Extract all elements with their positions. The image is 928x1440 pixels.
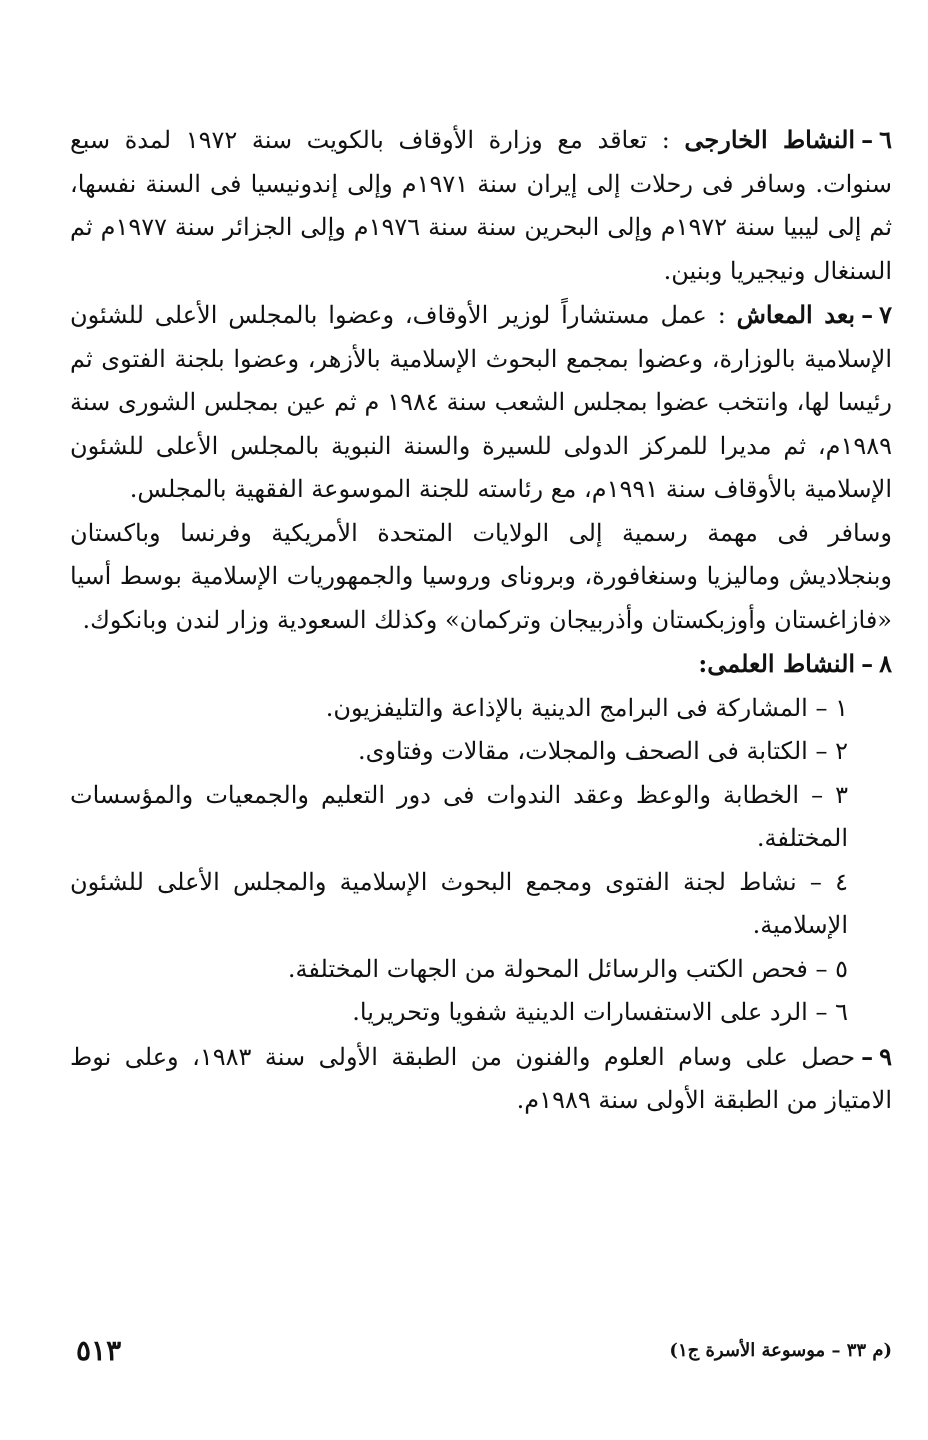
section-number: ٦ [879, 125, 892, 154]
section-7-continuation: وسافر فى مهمة رسمية إلى الولايات المتحدة الأمريكية وفرنسا وباكستان وبنجلاديش وماليزيا وسنغافورة، وبروناى وروسيا والجمهوريات الإسلامية بوسط أسيا «فازاغستان وأوزبكستان وأذربيجان وتركمان» وكذلك السعودية وزار لندن وبانكوك. [70, 518, 892, 634]
section-text: حصل على وسام العلوم والفنون من الطبقة الأولى سنة ١٩٨٣، وعلى نوط الامتياز من الطبقة الأولى سنة ١٩٨٩م. [70, 1042, 892, 1114]
list-item: ٢ – الكتابة فى الصحف والمجلات، مقالات وفتاوى. [357, 737, 848, 765]
section-heading: النشاط العلمى: [698, 649, 856, 678]
section-8: ٨–النشاط العلمى: [698, 649, 892, 678]
section-6: ٦–النشاط الخارجى : تعاقد مع وزارة الأوقاف بالكويت سنة ١٩٧٢ لمدة سبع سنوات. وسافر فى رحلات إلى إيران سنة ١٩٧١م وإلى إندونيسيا فى السنة نفسها، ثم إلى ليبيا سنة ١٩٧٢م وإلى البحرين سنة سنة ١٩٧٦م وإلى الجزائر سنة ١٩٧٧م ثم السنغال ونيجيريا وبنين. [70, 125, 892, 285]
list-item: ٤ – نشاط لجنة الفتوى ومجمع البحوث الإسلامية والمجلس الأعلى للشئون الإسلامية. [70, 867, 848, 939]
section-number: ٧ [879, 300, 892, 329]
list-item: ٦ – الرد على الاستفسارات الدينية شفويا وتحريريا. [352, 998, 848, 1026]
section-9: ٩–حصل على وسام العلوم والفنون من الطبقة الأولى سنة ١٩٨٣، وعلى نوط الامتياز من الطبقة الأولى سنة ١٩٨٩م. [70, 1041, 893, 1114]
page-footer [70, 1334, 892, 1374]
page-number: ٥١٣ [76, 1334, 122, 1367]
page-body [70, 118, 892, 1123]
footer-reference: (م ٣٣ – موسوعة الأسرة ج١) [669, 1340, 892, 1361]
list-item: ٥ – فحص الكتب والرسائل المحولة من الجهات المختلفة. [287, 954, 848, 983]
section-number: ٨ [879, 649, 892, 678]
list-item: ١ – المشاركة فى البرامج الدينية بالإذاعة والتليفزيون. [325, 693, 848, 722]
section-text: : عمل مستشاراً لوزير الأوقاف، وعضوا بالمجلس الأعلى للشئون الإسلامية بالوزارة، وعضوا بمجمع البحوث الإسلامية بالأزهر، وعضوا بلجنة الفتوى ثم رئيسا لها، وانتخب عضوا بمجلس الشعب سنة ١٩٨٤ م ثم عين بمجلس الشورى سنة ١٩٨٩م، ثم مديرا للمركز الدولى للسيرة والسنة النبوية بالمجلس الأعلى للشئون الإسلامية بالأوقاف سنة ١٩٩١م، مع رئاسته للجنة الموسوعة الفقهية بالمجلس. [70, 301, 893, 503]
section-heading: النشاط الخارجى [684, 125, 856, 154]
section-number: ٩ [879, 1041, 893, 1071]
section-text: : تعاقد مع وزارة الأوقاف بالكويت سنة ١٩٧٢ لمدة سبع سنوات. وسافر فى رحلات إلى إيران سنة ١٩٧١م وإلى إندونيسيا فى السنة نفسها، ثم إلى ليبيا سنة ١٩٧٢م وإلى البحرين سنة سنة ١٩٧٦م وإلى الجزائر سنة ١٩٧٧م ثم السنغال ونيجيريا وبنين. [70, 126, 892, 285]
section-heading: بعد المعاش [736, 300, 856, 329]
list-item: ٣ – الخطابة والوعظ وعقد الندوات فى دور التعليم والجمعيات والمؤسسات المختلفة. [70, 780, 848, 852]
section-7: ٧–بعد المعاش : عمل مستشاراً لوزير الأوقاف، وعضوا بالمجلس الأعلى للشئون الإسلامية بالوزارة، وعضوا بمجمع البحوث الإسلامية بالأزهر، وعضوا بلجنة الفتوى ثم رئيسا لها، وانتخب عضوا بمجلس الشعب سنة ١٩٨٤ م ثم عين بمجلس الشورى سنة ١٩٨٩م، ثم مديرا للمركز الدولى للسيرة والسنة النبوية بالمجلس الأعلى للشئون الإسلامية بالأوقاف سنة ١٩٩١م، مع رئاسته للجنة الموسوعة الفقهية بالمجلس. [70, 300, 893, 503]
